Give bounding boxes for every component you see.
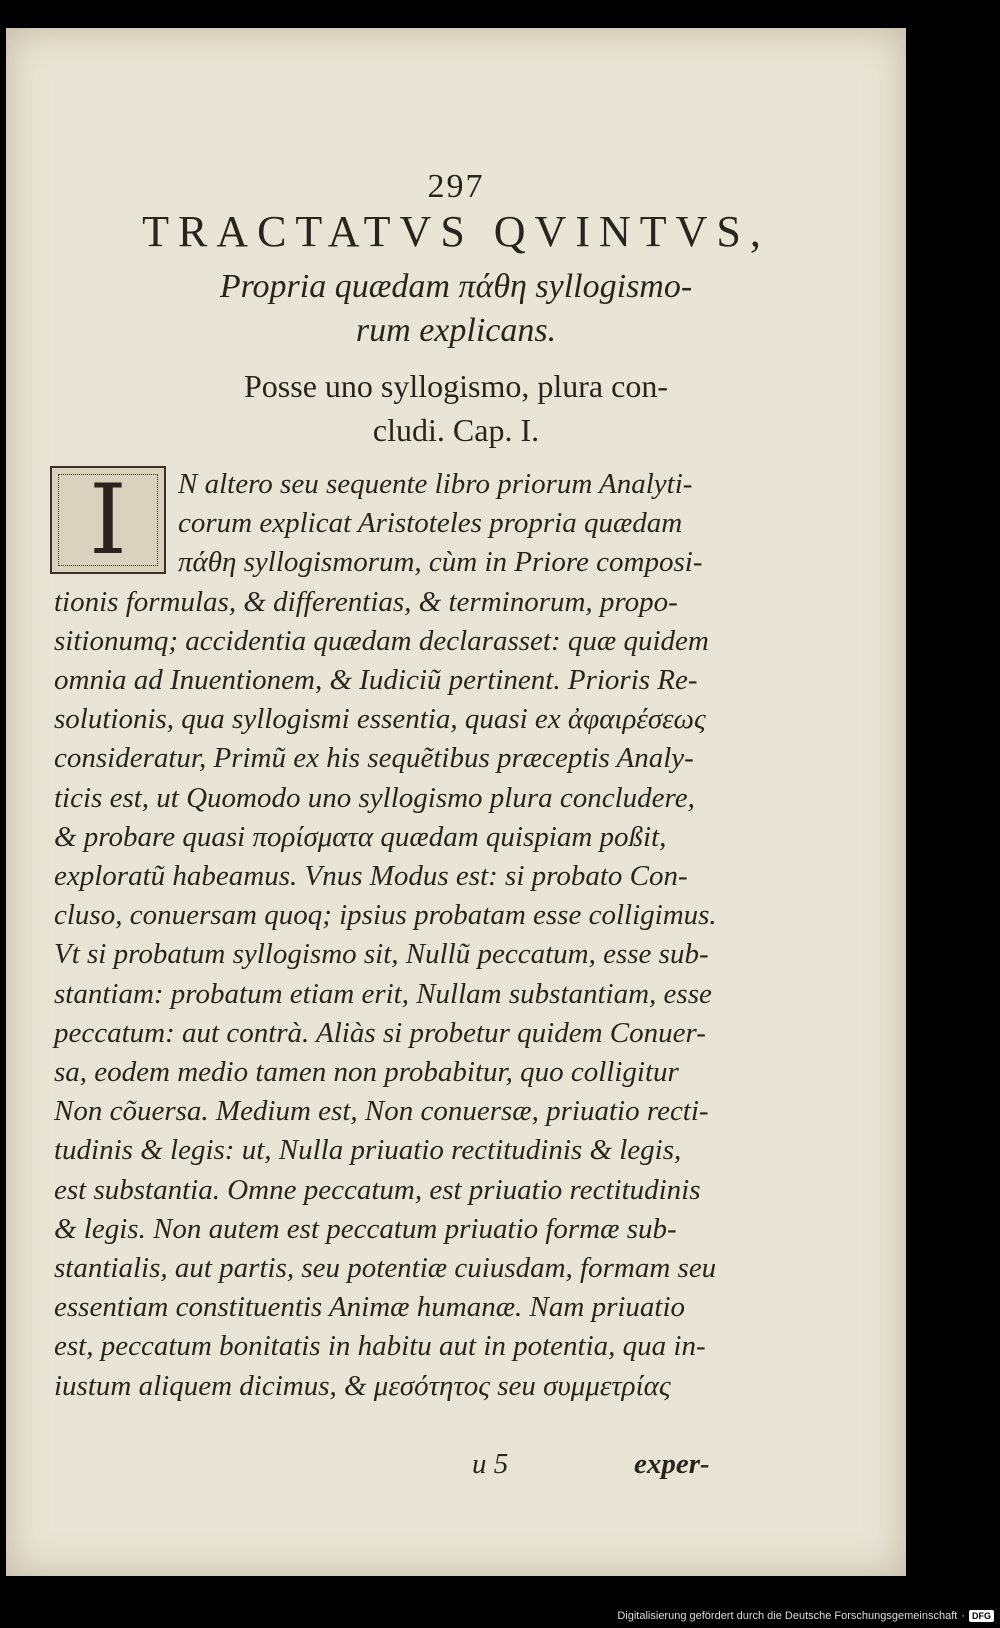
page-title: TRACTATVS QVINTVS,	[142, 207, 770, 256]
body-line: stantiam: probatum etiam erit, Nullam substantiam, esse	[54, 977, 712, 1010]
body-line: exploratũ habeamus. Vnus Modus est: si probato Con-	[54, 860, 688, 892]
body-line: tionis formulas, & differentias, & terminorum, propo-	[54, 585, 678, 618]
body-line: peccatum: aut contrà. Aliàs si probetur quidem Conuer-	[54, 1016, 706, 1049]
book-page	[6, 28, 906, 1576]
body-line: sitionumq; accidentia quædam declarasset: quæ quidem	[54, 624, 709, 657]
catchword: exper-	[634, 1448, 710, 1480]
body-line: stantialis, aut partis, seu potentiæ cuiusdam, formam seu	[54, 1252, 717, 1284]
dfg-logo: DFG	[969, 1610, 994, 1622]
body-line: cluso, conuersam quoq; ipsius probatam esse colligimus.	[54, 899, 717, 932]
body-line: est substantia. Omne peccatum, est priuatio rectitudinis	[54, 1173, 701, 1206]
body-line: essentiam constituentis Animæ humanæ. Nam priuatio	[54, 1291, 686, 1324]
page-number: 297	[427, 168, 485, 205]
body-line: & legis. Non autem est peccatum priuatio formæ sub-	[54, 1212, 677, 1245]
body-line: πάθη syllogismorum, cùm in Priore composi-	[178, 546, 703, 579]
body-line: corum explicat Aristoteles propria quædam	[178, 507, 683, 540]
body-line: & probare quasi πορίσματα quædam quispiam poßit,	[54, 820, 667, 853]
body-line: est, peccatum bonitatis in habitu aut in potentia, qua in-	[54, 1330, 706, 1363]
body-line: sa, eodem medio tamen non probabitur, quo colligitur	[54, 1056, 679, 1088]
subtitle-line-1: Propria quædam πάθη syllogismo-	[219, 268, 693, 305]
body-line: N altero seu sequente libro priorum Analyti-	[178, 468, 693, 500]
body-line: iustum aliquem dicimus, & μεσότητος seu συμμετρίας	[54, 1369, 671, 1402]
body-line: Vt si probatum syllogismo sit, Nullũ peccatum, esse sub-	[54, 938, 709, 971]
chapter-heading-line-1: Posse uno syllogismo, plura con-	[244, 368, 668, 404]
credit-text: Digitalisierung gefördert durch die Deutsche Forschungsgemeinschaft	[617, 1610, 958, 1622]
signature-mark: u 5	[472, 1448, 509, 1480]
body-line: omnia ad Inuentionem, & Iudiciũ pertinent. Prioris Re-	[54, 664, 698, 696]
body-line: ticis est, ut Quomodo uno syllogismo plura concludere,	[54, 781, 695, 814]
page-footer	[6, 1448, 906, 1488]
subtitle-line-2: rum explicans.	[355, 312, 557, 349]
digitization-credit: Digitalisierung gefördert durch die Deutsche Forschungsgemeinschaft · DFG	[617, 1610, 994, 1622]
decorated-drop-cap: I	[50, 466, 166, 574]
body-line: consideratur, Primũ ex his sequẽtibus præceptis Analy-	[54, 742, 694, 775]
body-line: Non cõuersa. Medium est, Non conuersæ, priuatio recti-	[54, 1095, 709, 1128]
body-line: solutionis, qua syllogismi essentia, quasi ex ἀφαιρέσεως	[54, 703, 706, 736]
body-line: tudinis & legis: ut, Nulla priuatio rectitudinis & legis,	[54, 1134, 682, 1167]
chapter-heading-line-2: cludi. Cap. I.	[372, 412, 540, 448]
